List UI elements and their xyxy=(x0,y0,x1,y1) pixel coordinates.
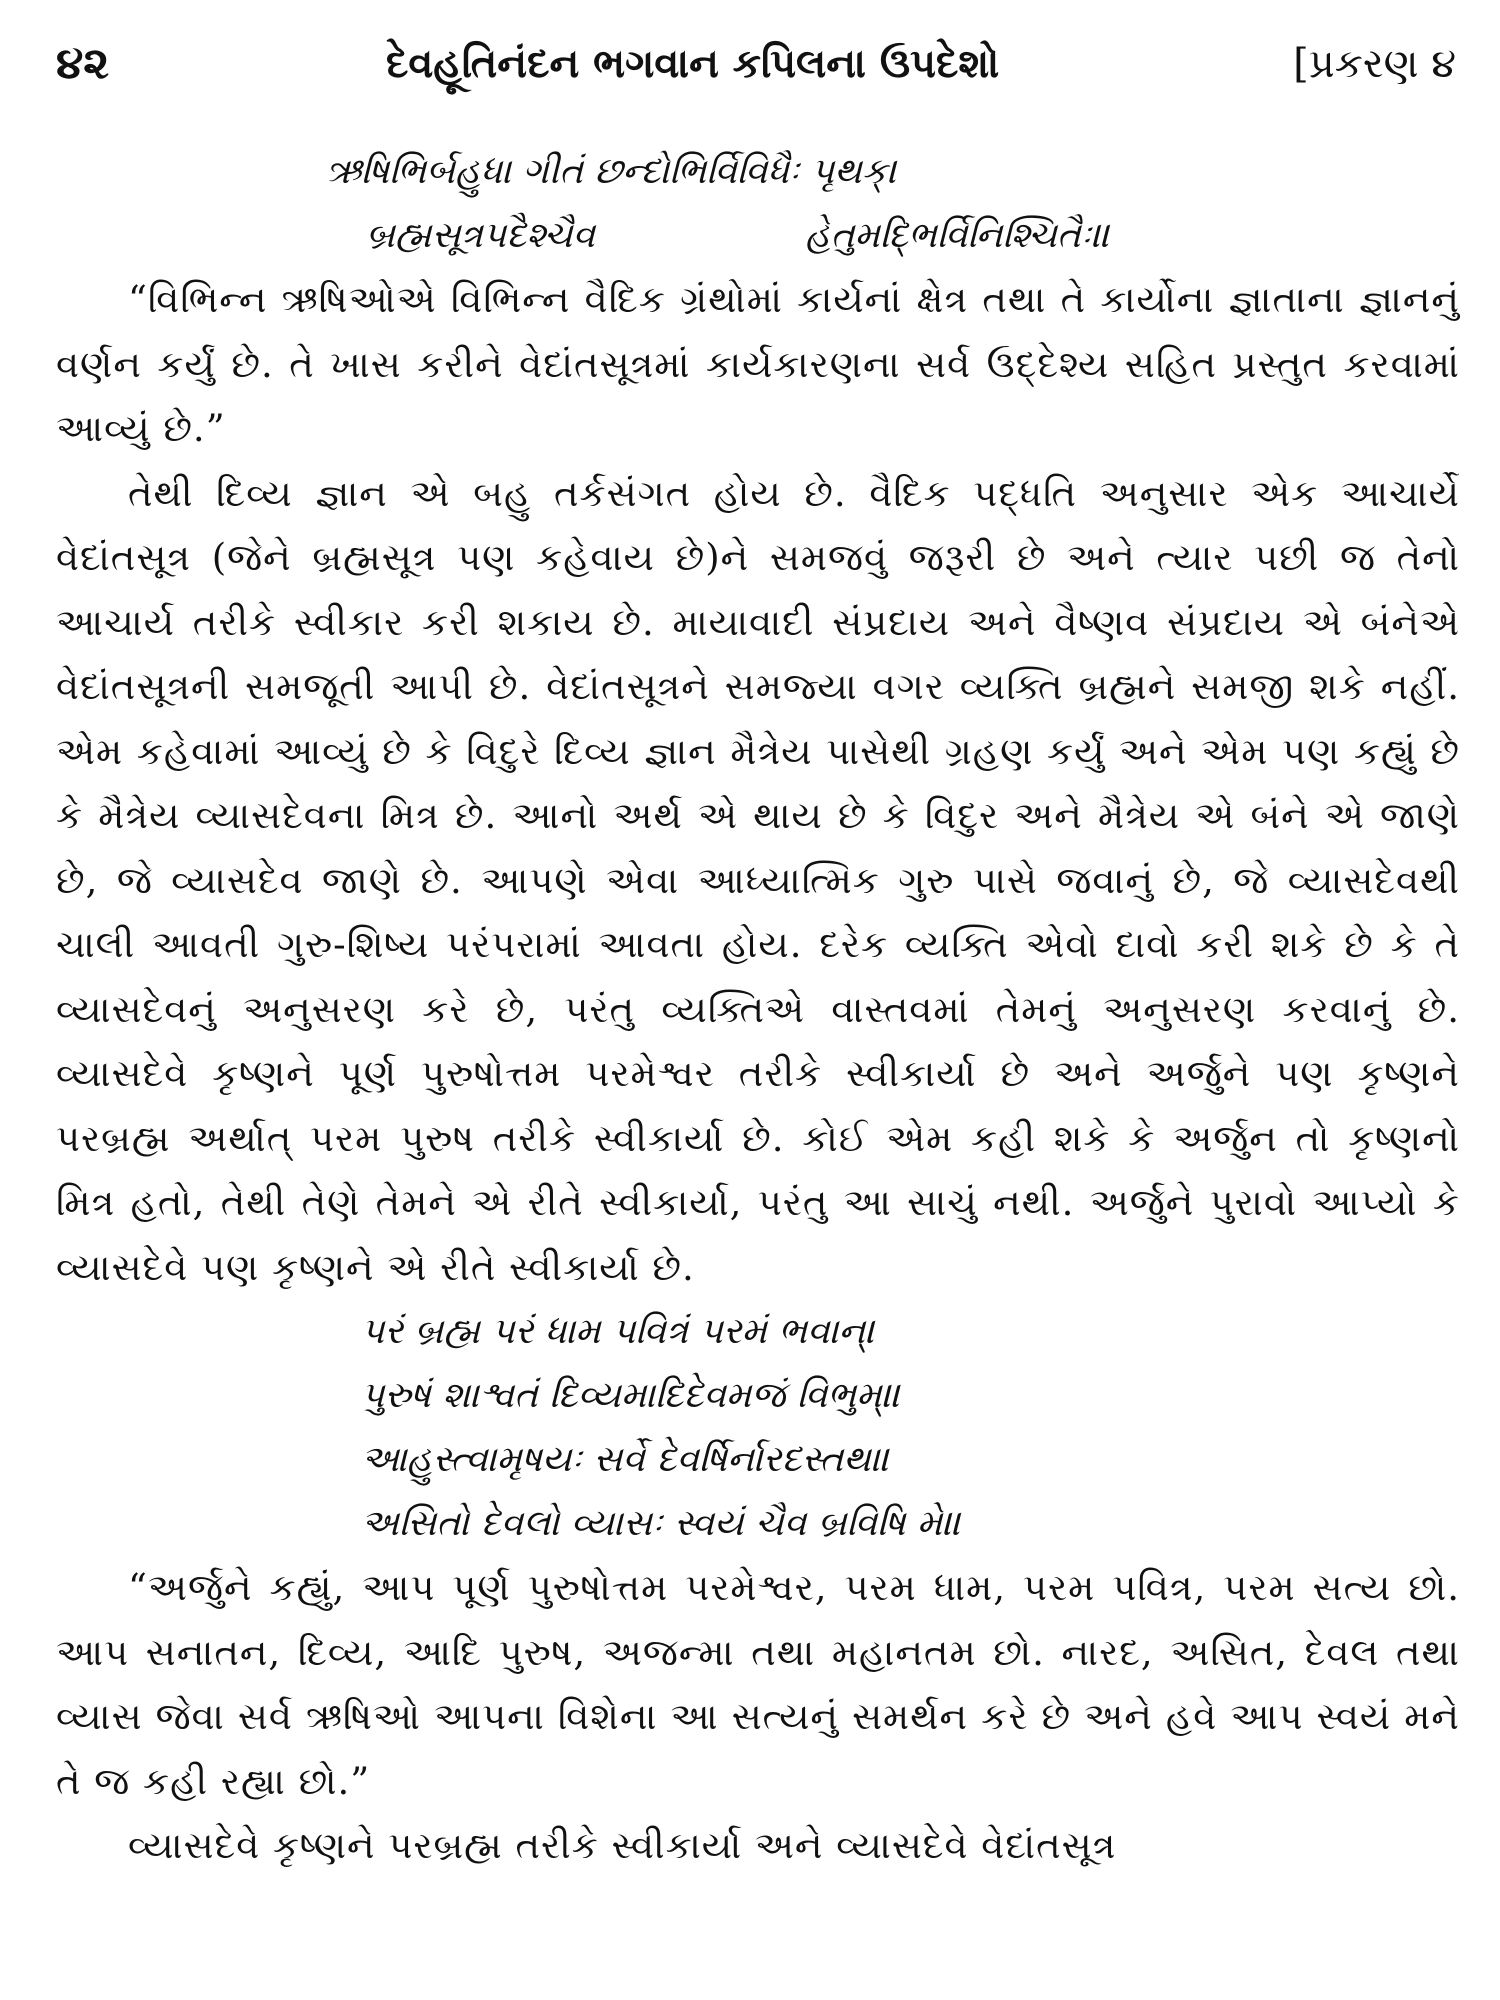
purport-paragraph: વ્યાસદેવે કૃષ્ણને પરબ્રહ્મ તરીકે સ્વીકાર્યા અને વ્યાસદેવે વેદાંતસૂત્ર xyxy=(128,1824,1117,1867)
verse-line-part: બ્રહ્મસૂત્રપદૈશ્ચૈવ xyxy=(366,215,595,256)
translation-paragraph: “અર્જુને કહ્યું, આપ પૂર્ણ પુરુષોત્તમ પરમેશ્વર, પરમ ધામ, પરમ પવિત્ર, પરમ સત્ય છો. આપ સનાતન, દિવ્ય, આદિ પુરુષ, અજન્મા તથા મહાનતમ છો. નારદ, અસિત, દેવલ તથા વ્યાસ જેવા સર્વ ઋષિઓ આપના વિશેના આ સત્યનું સમર્થન કરે છે અને હવે આપ સ્વયં મને તે જ કહી રહ્યા છો.” xyxy=(56,1566,1460,1803)
verse-line: પરં બ્રહ્મ પરં ધામ પવિત્રં પરમં ભવાન્। xyxy=(361,1311,875,1352)
verse-line: અસિતો દેવલો વ્યાસઃ સ્વયં ચૈવ બ્રવિષિ મે॥ xyxy=(361,1503,962,1544)
verse-line: આહુસ્ત્વામૃષયઃ સર્વે દેવર્ષિર્નારદસ્તથા। xyxy=(361,1439,890,1480)
translation-paragraph: “વિભિન્ન ઋષિઓએ વિભિન્ન વૈદિક ગ્રંથોમાં કાર્યનાં ક્ષેત્ર તથા તે કાર્યોના જ્ઞાતાના જ્ઞાનનું વર્ણન કર્યું છે. તે ખાસ કરીને વેદાંતસૂત્રમાં કાર્યકારણના સર્વ ઉદ્દેશ્ય સહિત પ્રસ્તુત કરવામાં આવ્યું છે.” xyxy=(56,278,1460,450)
verse-line xyxy=(56,204,1460,268)
verse-line-part: હેતુમદ્ભિર્વિનિશ્ચિતૈઃ॥ xyxy=(805,215,1111,256)
verse-block xyxy=(56,1300,1460,1556)
chapter-label: [પ્રકરણ ૪ xyxy=(1293,41,1456,87)
body-text xyxy=(56,140,1460,1879)
running-title: દેવહૂતિનંદન ભગવાન કપિલના ઉપદેશો xyxy=(386,40,1000,87)
purport-paragraph: તેથી દિવ્ય જ્ઞાન એ બહુ તર્કસંગત હોય છે. વૈદિક પદ્ધતિ અનુસાર એક આચાર્યે વેદાંતસૂત્ર (જેને બ્રહ્મસૂત્ર પણ કહેવાય છે)ને સમજવું જરૂરી છે અને ત્યાર પછી જ તેનો આચાર્ય તરીકે સ્વીકાર કરી શકાય છે. માયાવાદી સંપ્રદાય અને વૈષ્ણવ સંપ્રદાય એ બંનેએ વેદાંતસૂત્રની સમજૂતી આપી છે. વેદાંતસૂત્રને સમજ્યા વગર વ્યક્તિ બ્રહ્મને સમજી શકે નહીં. એમ કહેવામાં આવ્યું છે કે વિદુરે દિવ્ય જ્ઞાન મૈત્રેય પાસેથી ગ્રહણ કર્યું અને એમ પણ કહ્યું છે કે મૈત્રેય વ્યાસદેવના મિત્ર છે. આનો અર્થ એ થાય છે કે વિદુર અને મૈત્રેય એ બંને એ જાણે છે, જે વ્યાસદેવ જાણે છે. આપણે એવા આધ્યાત્મિક ગુરુ પાસે જવાનું છે, જે વ્યાસદેવથી ચાલી આવતી ગુરુ-શિષ્ય પરંપરામાં આવતા હોય. દરેક વ્યક્તિ એવો દાવો કરી શકે છે કે તે વ્યાસદેવનું અનુસરણ કરે છે, પરંતુ વ્યક્તિએ વાસ્તવમાં તેમનું અનુસરણ કરવાનું છે. વ્યાસદેવે કૃષ્ણને પૂર્ણ પુરુષોત્તમ પરમેશ્વર તરીકે સ્વીકાર્યા છે અને અર્જુને પણ કૃષ્ણને પરબ્રહ્મ અર્થાત્ પરમ પુરુષ તરીકે સ્વીકાર્યા છે. કોઈ એમ કહી શકે કે અર્જુન તો કૃષ્ણનો મિત્ર હતો, તેથી તેણે તેમને એ રીતે સ્વીકાર્યા, પરંતુ આ સાચું નથી. અર્જુને પુરાવો આપ્યો કે વ્યાસદેવે પણ કૃષ્ણને એ રીતે સ્વીકાર્યા છે. xyxy=(56,471,1460,1289)
verse-line: પુરુષં શાશ્વતં દિવ્યમાદિદેવમજં વિભુમ્॥ xyxy=(361,1375,901,1416)
verse-line: ઋષિભિર્બહુધા ગીતં છન્દોભિર્વિવિધૈઃ પૃથક્। xyxy=(326,151,897,192)
page-number: ૪૨ xyxy=(56,38,110,89)
running-header xyxy=(56,34,1456,104)
